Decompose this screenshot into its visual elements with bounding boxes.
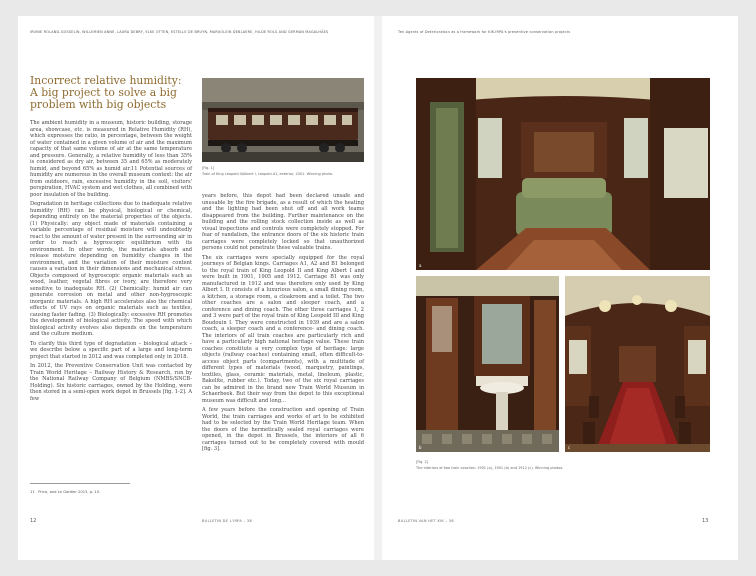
paragraph: The six carriages were specially equipped for the royal journeys of Belgian kings. Carriages A1, A2 and B1 belonged to the royal train of King Leopold II and King Albert I and were built in 1901, 1905 and 1912. Carriage B1 was only manufactured in 1912 and was therefore only used by King Albert I. It consists of a luxurious salon, a small dining room, a kitchen, a storage room, a cloakroom and a toilet. The two other coaches are a salon and sleeper coach, and a conference and dining coach. The other three carriages 1, 2 and 3 were part of the royal train of King Leopold III and King Boudouin I. They were constructed in 1939 and are a salon coach, a sleeper coach and a conference- and dining coach. The interiors of all train coaches are particularly rich and have a particularly high national heritage value. These train coaches constitute a very complex type of heritage: large objects (railway coaches) containing small, often difficult-to-access object parts (compartments), with a multitude of different types of materials (wood, marquetry, paintings, textiles, glass, ceramic materials, metal, linoleum, plastic, Bakelite, rubber etc.). Today, two of the six royal carriages can be admired in the brand new Train World Museum in Schaerbeek. But their way from the depot to this exceptional museum was difficult and long... [202, 254, 364, 404]
fig1-train-exterior-photo [202, 78, 364, 162]
paragraph: In 2012, the Preventive Conservation Unit was contacted by Train World Heritage – Railway History & Research, run by the National Railway Company of Belgium (NMBS/SNCB-Holding). Six historic carriages, owned by the Holding, were then stored in a semi-open work depot in Brussels [fig. 1-2]. A few [30, 363, 192, 402]
fig2-panel-a-label: a [419, 263, 422, 268]
footnote [30, 490, 100, 494]
page-number-right: 13 [702, 518, 709, 524]
footnote-text: Price, and Le Gardier 2013, p. 15. [38, 490, 101, 494]
footer-journal-left: BULLETIN DE L'IRPA – 38 [202, 519, 252, 523]
body-column-2 [202, 193, 364, 456]
running-head-left: IRVINE ROLAND-GOSSELIN, WILLEMIEN ANNE, LAURA DEBRY, ELKE OTTEN, ESTELLE DE BRUYN, MARIJOLEIN DEBLAERE, HILDE ROLS AND GERMAN MAGALHÃES [30, 30, 329, 34]
paragraph: Degradation in heritage collections due to inadequate relative humidity (RH) can be physical, biological or chemical, depending entirely on the material properties of the objects. (1) Physically: any object made of materials containing a variable percentage of residual moisture will undoubtedly react to the amount of water present in the surrounding air in order to reach a hygroscopic equilibrium with its environment. In other words, the materials absorb and release moisture depending on humidity changes in the environment, and the variation of their moisture content causes a variation in their dimensions and mechanical stress. Objects composed of hygroscopic organic materials such as wood, leather, vegetal fibres or ivory, are therefore very sensitive to inadequate RH. (2) Chemically: humid air can generate corrosion on metal and other non-hygroscopic inorganic materials. A high RH accelerates also the chemical effects of UV rays on organic materials such as textiles, causing faster fading. (3) Biologically: excessive RH promotes the development of biological activity. The speed with which biological activity evolves also depends on the temperature and the culture medium. [30, 201, 192, 337]
fig2-panel-c-photo [565, 276, 710, 452]
paragraph: The ambient humidity in a museum, historic building, storage area, showcase, etc. is measured in Relative Humidity (RH), which expresses the ratio, in percentage, between the weight of water contained in a given volume of air and the maximum capacity of that same volume of air at the same temperature and pressure. Generally, a relative humidity of less than 35% is considered as dry air, between 35 and 65% as moderately humid, and beyond 65% as humid air.11 Potential sources of humidity are numerous in the overall museum context: the air from outdoors, rain, excessive humidity in the soil, visitors' perspiration, HVAC system and wet clothes, all combined with poor insulation of the building. [30, 120, 192, 198]
fig2-panel-a-photo [416, 78, 710, 270]
footnote-number: 11 [30, 490, 35, 494]
fig2-label: [Fig. 2] [416, 460, 429, 464]
footer-journal-right: BULLETIN VAN HET KIK – 38 [398, 519, 454, 523]
paragraph: years before, this depot had been declared unsafe and unusable by the fire brigade, as a result of which the heating and the lighting had been shut off and all work teams disappeared from the building. Further maintenance on the building and the rolling stock collection inside as well as visual inspections and controls were completely stopped. For fear of vandalism, the entrance doors of the six historic train carriages were completely locked so that unauthorized persons could not penetrate these valuable trains. [202, 193, 364, 251]
fig1-caption: Train of King Leopold II/Albert I, Leopold A1, exterior, 2001. Winning photo. [202, 172, 334, 176]
book-gutter [374, 16, 382, 560]
article-title: Incorrect relative humidity: A big project to solve a big problem with big objects [30, 74, 182, 111]
running-head-right: Ten Agents of Deterioration as a framework for KIK-IRPA's preventive conservation projects [398, 30, 571, 34]
body-column-1 [30, 120, 192, 405]
fig2-caption: The interiors of two train coaches: 1901 (a), 1901 (b) and 1912 (c). Winning photos. [416, 466, 564, 470]
fig1-label: [Fig. 1] [202, 166, 215, 170]
paragraph: To clarify this third type of degradation – biological attack – we describe below a specific part of a large and long-term project that started in 2012 and was completed only in 2018. [30, 340, 192, 360]
page-number-left: 12 [30, 518, 37, 524]
footnote-rule [30, 483, 130, 484]
fig2-panel-c-label: c [568, 445, 571, 450]
fig2-panel-b-label: b [419, 445, 422, 450]
fig2-panel-b-photo [416, 276, 559, 452]
paragraph: A few years before the construction and opening of Train World, the train carriages and works of art to be exhibited had to be selected by the Train World Heritage team. When the doors of the hermetically sealed royal carriages were opened, in the depot in Brussels, the interiors of all 6 carriages turned out to be completely covered with mould [fig. 3]. [202, 407, 364, 452]
